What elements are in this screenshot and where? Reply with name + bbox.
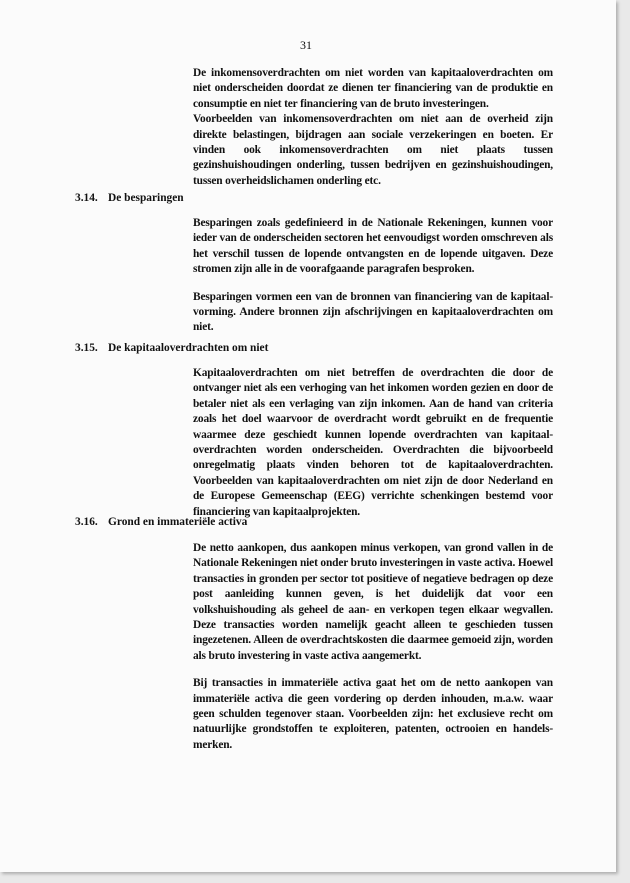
paragraph: De netto aankopen, dus aankopen minus verkopen, van grond vallen in de Nationale Rekeningen niet onder bruto investeringen in vaste activa. Hoewel transacties in gronden per sector tot positieve of negatieve bedragen op deze post aanleiding kunnen geven, is het duidelijk dat voor een volkshuishouding als geheel de aan- en verkopen tegen elkaar wegvallen. Deze transacties worden namelijk geacht alleen te geschieden tussen ingezetenen. Alleen de overdrachtskosten die daarmee gemoeid zijn, worden als bruto investering in vaste activa aangemerkt. — [193, 542, 553, 662]
section-heading-3-14 — [75, 192, 184, 204]
section-title: De besparingen — [108, 192, 184, 204]
section-number: 3.16. — [75, 516, 98, 528]
section-3-16-text — [193, 541, 553, 753]
paragraph: Besparingen vormen een van de bronnen van financiering van de kapitaal-vorming. Andere bronnen zijn afschrijvingen en kapitaaloverdrachten om niet. — [193, 290, 553, 334]
section-3-15-text — [193, 366, 553, 520]
section-3-14-text — [193, 216, 553, 336]
paragraph: Besparingen zoals gedefinieerd in de Nationale Rekeningen, kunnen voor ieder van de onderscheiden sectoren het eenvoudigst worden omschreven als het verschil tussen de lopende ontvangsten en de lopende uitgaven. Deze stromen zijn alle in de voorafgaande paragrafen besproken. — [193, 217, 553, 276]
intro-text — [193, 66, 553, 189]
section-number: 3.14. — [75, 192, 98, 204]
paragraph: Kapitaaloverdrachten om niet betreffen de overdrachten die door de ontvanger niet als een verhoging van het inkomen worden gezien en door de betaler niet als een verlaging van zijn inkomen. Aan de hand van criteria zoals het doel waarvoor de overdracht wordt gebruikt en de frequentie waarmee deze geschiedt kunnen lopende overdrachten van kapitaal-overdrachten worden onderscheiden. Overdrachten die bijvoorbeeld onregelmatig plaats vinden behoren tot de kapitaaloverdrachten. Voorbeelden van kapitaaloverdrachten om niet zijn de door Nederland en de Europese Gemeenschap (EEG) verrichte schenkingen bestemd voor financiering van kapitaalprojekten. — [193, 367, 553, 518]
section-heading-3-16 — [75, 516, 247, 528]
paragraph: Bij transacties in immateriële activa gaat het om de netto aankopen van immateriële activa die geen vordering op derden inhouden, m.a.w. waar geen schulden tegenover staan. Voorbeelden zijn: het exclusieve recht om natuurlijke grondstoffen te exploiteren, patenten, octrooien en handels-merken. — [193, 677, 553, 751]
page-number: 31 — [300, 38, 312, 52]
section-number: 3.15. — [75, 342, 98, 354]
paragraph: De inkomensoverdrachten om niet worden van kapitaaloverdrachten om niet onderscheiden doordat ze dienen ter financiering van de produktie en consumptie en niet ter financiering van de bruto investeringen. — [193, 67, 553, 110]
section-heading-3-15 — [75, 342, 268, 354]
paragraph: Voorbeelden van inkomensoverdrachten om niet aan de overheid zijn direkte belastingen, bijdragen aan sociale verzekeringen en boeten. Er vinden ook inkomensoverdrachten om niet plaats tussen gezinshuishoudingen onderling, tussen bedrijven en gezinshuishoudingen, tussen overheidslichamen onderling etc. — [193, 113, 553, 187]
section-title: Grond en immateriële activa — [108, 516, 248, 528]
section-title: De kapitaaloverdrachten om niet — [108, 342, 269, 354]
